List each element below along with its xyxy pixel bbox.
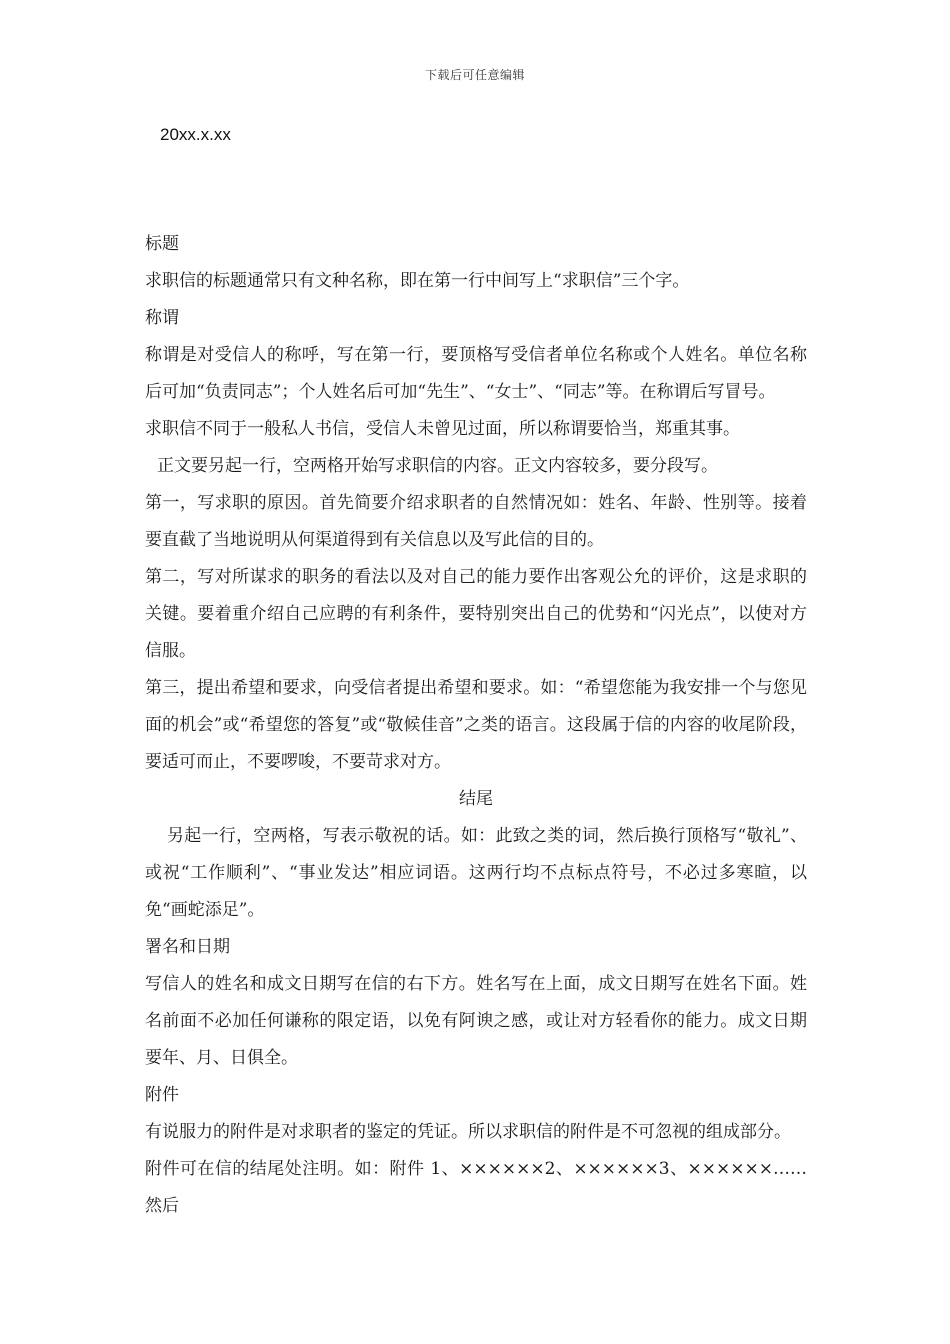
paragraph-body-third: 第三，提出希望和要求，向受信者提出希望和要求。如：“希望您能为我安排一个与您见面的机会”或“希望您的答复”或“敬候佳音”之类的语言。这段属于信的内容的收尾阶段，要适可而止，不要啰唆，不要苛求对方。 bbox=[145, 678, 807, 772]
letter-date: 20xx.x.xx bbox=[160, 125, 231, 144]
paragraph-closing-description: 另起一行，空两格，写表示敬祝的话。如：此致之类的词，然后换行顶格写“敬礼”、或祝“工作顺利”、“事业发达”相应词语。这两行均不点标点符号，不必过多寒暄，以免“画蛇添足”。 bbox=[145, 826, 807, 920]
document-body bbox=[145, 226, 807, 1225]
section-heading-title: 标题 bbox=[145, 234, 179, 254]
paragraph-salutation-note: 求职信不同于一般私人书信，受信人未曾见过面，所以称谓要恰当，郑重其事。 bbox=[145, 419, 740, 439]
paragraph-body-intro: 正文要另起一行，空两格开始写求职信的内容。正文内容较多，要分段写。 bbox=[157, 456, 718, 476]
paragraph-body-second: 第二，写对所谋求的职务的看法以及对自己的能力要作出客观公允的评价，这是求职的关键。要着重介绍自己应聘的有利条件，要特别突出自己的优势和“闪光点”，以使对方信服。 bbox=[145, 567, 807, 661]
page-header-note: 下载后可任意编辑 bbox=[424, 68, 525, 82]
paragraph-signature-description: 写信人的姓名和成文日期写在信的右下方。姓名写在上面，成文日期写在姓名下面。姓名前面不必加任何谦称的限定语，以免有阿谀之感，或让对方轻看你的能力。成文日期要年、月、日俱全。 bbox=[145, 974, 807, 1068]
paragraph-attachments-note: 附件可在信的结尾处注明。如：附件 1、××××××2、××××××3、××××××……然后 bbox=[145, 1159, 807, 1216]
section-heading-signature-date: 署名和日期 bbox=[145, 937, 230, 957]
section-heading-salutation: 称谓 bbox=[145, 308, 179, 328]
paragraph-title-description: 求职信的标题通常只有文种名称，即在第一行中间写上“求职信”三个字。 bbox=[145, 271, 690, 291]
paragraph-body-first: 第一，写求职的原因。首先简要介绍求职者的自然情况如：姓名、年龄、性别等。接着要直截了当地说明从何渠道得到有关信息以及写此信的目的。 bbox=[145, 493, 807, 550]
paragraph-attachments-description: 有说服力的附件是对求职者的鉴定的凭证。所以求职信的附件是不可忽视的组成部分。 bbox=[145, 1122, 791, 1142]
section-heading-closing: 结尾 bbox=[459, 789, 493, 809]
section-heading-attachments: 附件 bbox=[145, 1085, 179, 1105]
paragraph-salutation-description: 称谓是对受信人的称呼，写在第一行，要顶格写受信者单位名称或个人姓名。单位名称后可加“负责同志”；个人姓名后可加“先生”、“女士”、“同志”等。在称谓后写冒号。 bbox=[145, 345, 807, 402]
